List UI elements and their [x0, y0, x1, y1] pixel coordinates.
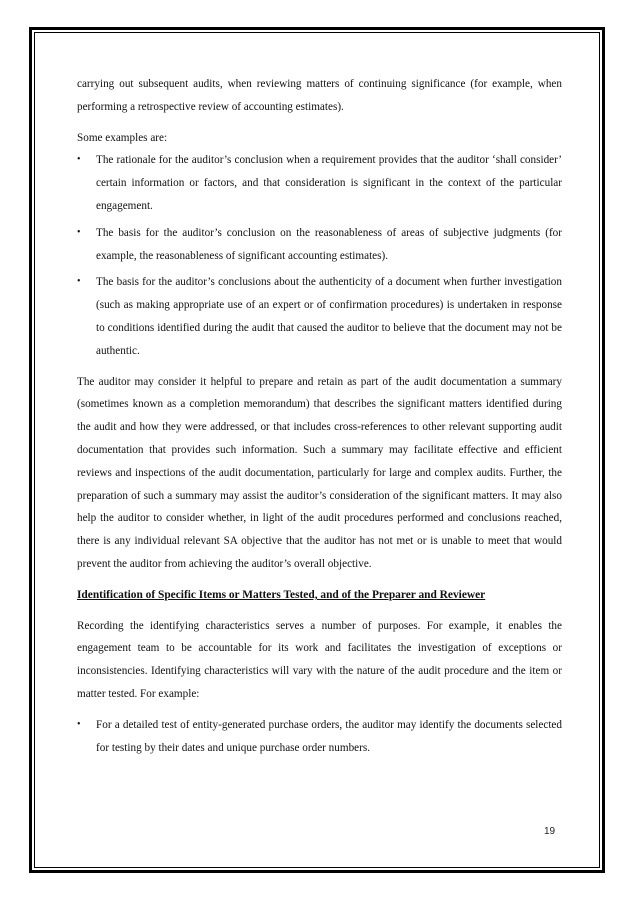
bullet-icon: •	[77, 718, 81, 730]
section-heading: Identification of Specific Items or Matters Tested, and of the Preparer and Reviewer	[77, 588, 486, 601]
list-item-text: The rationale for the auditor’s conclusion when a requirement provides that the auditor ‘shall consider’ certain information or factors, and that consideration is significant in the context of the particular engagement.	[96, 154, 562, 212]
examples-lead: Some examples are:	[77, 131, 168, 144]
intro-continuation: carrying out subsequent audits, when reviewing matters of continuing significance (for example, when performing a retrospective review of accounting estimates).	[77, 78, 562, 113]
summary-paragraph: The auditor may consider it helpful to prepare and retain as part of the audit documentation a summary (sometimes known as a completion memorandum) that describes the significant matters identified during the audit and how they were addressed, or that includes cross-references to other relevant supporting audit documentation that provides such information. Such a summary may facilitate effective and efficient reviews and inspections of the audit documentation, particularly for large and complex audits. Further, the preparation of such a summary may assist the auditor’s consideration of the significant matters. It may also help the auditor to consider whether, in light of the audit procedures performed and conclusions reached, there is any individual relevant SA objective that the auditor has not met or is unable to meet that would prevent the auditor from achieving the auditor’s overall objective.	[77, 375, 562, 570]
list-item	[77, 714, 562, 760]
bullet-icon: •	[77, 276, 81, 288]
bullet-icon: •	[77, 226, 81, 238]
examples-list	[77, 149, 562, 362]
list-item	[77, 222, 562, 268]
page-number: 19	[544, 826, 556, 837]
bullet-icon: •	[77, 154, 81, 166]
list-item	[77, 149, 562, 217]
list-item	[77, 271, 562, 362]
list-item-text: The basis for the auditor’s conclusion on the reasonableness of areas of subjective judgments (for example, the reasonableness of significant accounting estimates).	[96, 226, 562, 262]
list-item-text: For a detailed test of entity-generated purchase orders, the auditor may identify the documents selected for testing by their dates and unique purchase order numbers.	[96, 718, 562, 754]
section-paragraph: Recording the identifying characteristics serves a number of purposes. For example, it enables the engagement team to be accountable for its work and facilitates the investigation of exceptions or inconsistencies. Identifying characteristics will vary with the nature of the audit procedure and the item or matter tested. For example:	[77, 619, 562, 700]
document-body	[77, 73, 562, 759]
section-list	[77, 714, 562, 760]
list-item-text: The basis for the auditor’s conclusions about the authenticity of a document when further investigation (such as making appropriate use of an expert or of confirmation procedures) is undertaken in response to conditions identified during the audit that caused the auditor to believe that the document may not be authentic.	[96, 276, 562, 357]
